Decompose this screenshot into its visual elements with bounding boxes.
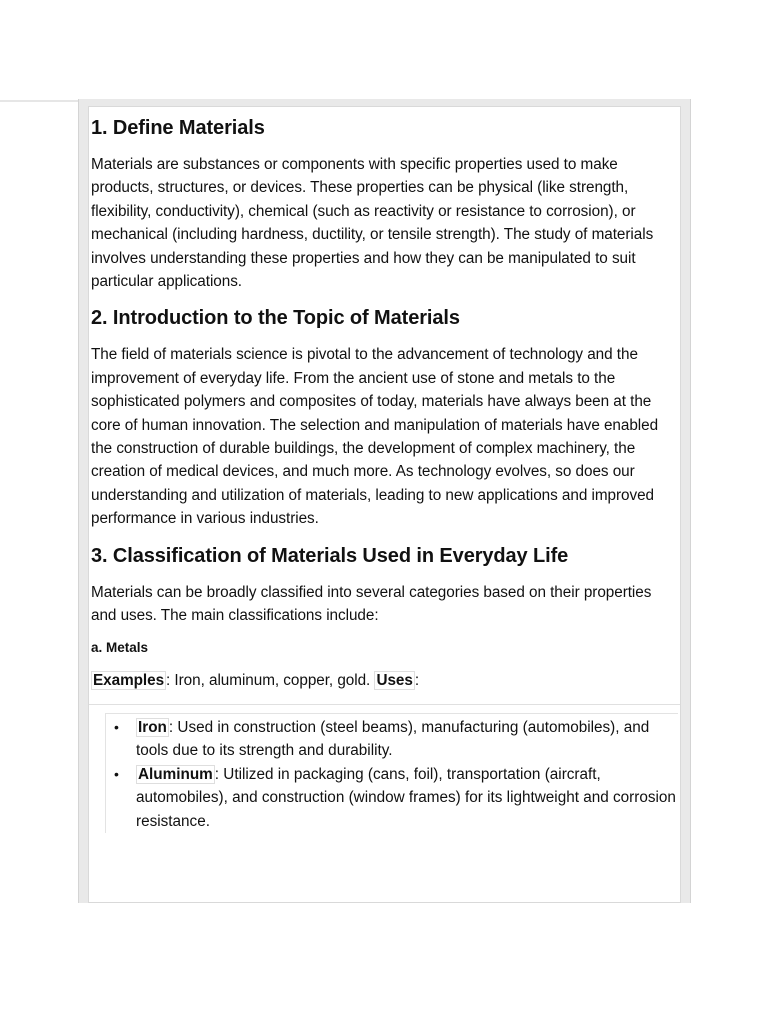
section-1-heading: 1. Define Materials [91,117,265,139]
document-page [88,106,681,903]
aluminum-term: Aluminum [138,765,213,783]
iron-text: : Used in construction (steel beams), manufacturing (automobiles), and tools due to its strength and durability. [136,718,650,760]
iron-term: Iron [138,718,167,736]
section-3-heading: 3. Classification of Materials Used in Everyday Life [91,544,569,567]
section-3-paragraph: Materials can be broadly classified into several categories based on their properties and uses. The main classifications include: [91,583,652,625]
document-frame [78,99,691,903]
list-item-iron [114,716,678,763]
examples-label: Examples [93,671,165,689]
bullet-icon: • [114,765,119,782]
left-divider-line [0,100,78,102]
metals-subheading: a. Metals [91,639,149,655]
document-content [89,107,680,833]
bullet-icon: • [114,718,119,735]
aluminum-text: : Utilized in packaging (cans, foil), transportation (aircraft, automobiles), and construction (window frames) for its lightweight and corrosion resistance. [136,765,676,830]
section-divider [89,704,680,705]
uses-suffix: : [414,671,420,689]
examples-text: : Iron, aluminum, copper, gold. [166,671,375,689]
section-1-paragraph: Materials are substances or components with specific properties used to make products, structures, or devices. These properties can be physical (like strength, flexibility, conductivity), chemical (such as reactivity or resistance to corrosion), or mechanical (including hardness, ductility, or tensile strength). The study of materials involves understanding these properties and how they can be manipulated to suit particular applications. [91,156,654,291]
list-item-aluminum [114,763,678,833]
metals-uses-list-container [105,713,678,833]
metals-examples-line [91,669,678,692]
section-2-paragraph: The field of materials science is pivotal to the advancement of technology and the improvement of everyday life. From the ancient use of stone and metals to the sophisticated polymers and composites of today, materials have always been at the core of human innovation. The selection and manipulation of materials have enabled the construction of durable buildings, the development of complex machinery, the creation of medical devices, and much more. As technology evolves, so does our understanding and utilization of materials, leading to new applications and improved performance in various industries. [91,346,659,528]
uses-label: Uses [376,671,413,689]
metals-uses-list [114,714,678,833]
section-2-heading: 2. Introduction to the Topic of Materials [91,307,460,330]
